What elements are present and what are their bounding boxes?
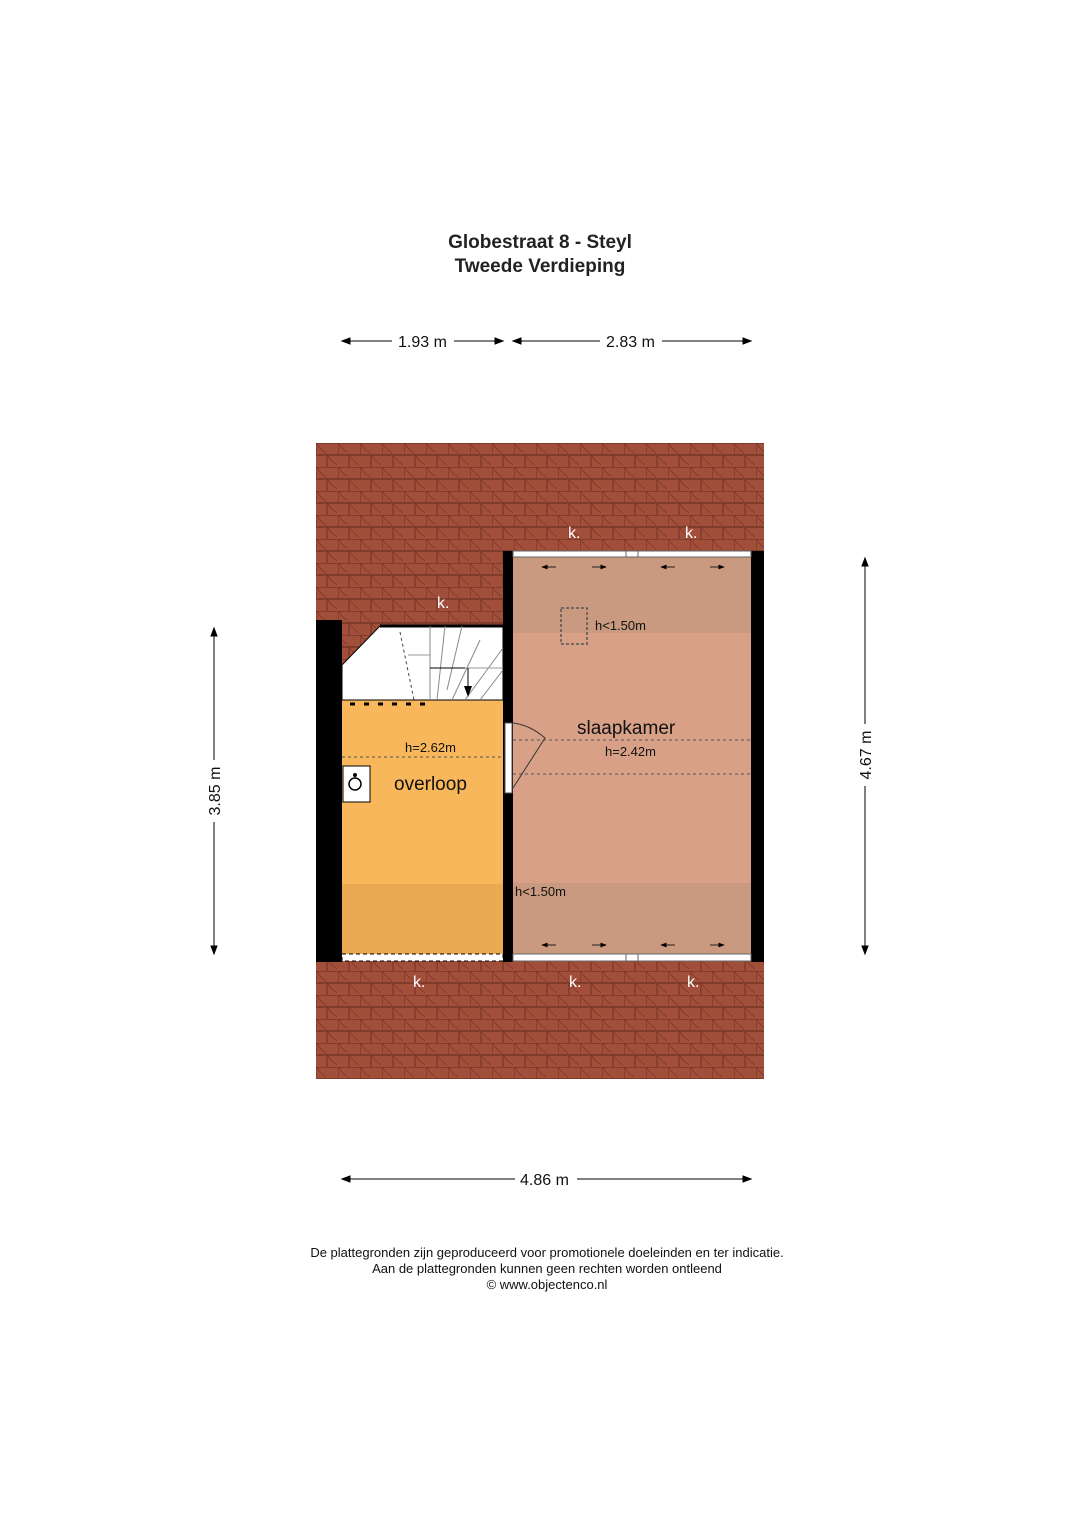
disclaimer-line-1: De plattegronden zijn geproduceerd voor promotionele doeleinden en ter indicatie. xyxy=(310,1245,784,1260)
knee-wall-bottom xyxy=(342,954,751,961)
dimension-right: 4.67 m xyxy=(858,730,875,780)
knee-wall-top xyxy=(513,551,751,557)
knee-label: k. xyxy=(685,525,698,542)
floor-name: Tweede Verdieping xyxy=(454,256,626,277)
knee-label: k. xyxy=(569,974,582,991)
low-height-note-top: h<1.50m xyxy=(595,618,646,633)
plan-title: Globestraat 8 - Steyl xyxy=(448,232,632,253)
room-name-slaapkamer: slaapkamer xyxy=(577,718,676,739)
low-height-note-bottom: h<1.50m xyxy=(515,884,566,899)
dimension-left: 3.85 m xyxy=(207,766,224,816)
copyright-link[interactable]: © www.objectenco.nl xyxy=(486,1277,608,1292)
knee-label: k. xyxy=(687,974,700,991)
knee-label: k. xyxy=(437,595,450,612)
dimension-bottom: 4.86 m xyxy=(520,1172,569,1189)
sink-icon xyxy=(343,766,370,802)
wall-left xyxy=(316,620,342,962)
room-name-overloop: overloop xyxy=(394,774,467,795)
room-height-slaapkamer: h=2.42m xyxy=(605,744,656,759)
dimension-top-right: 2.83 m xyxy=(606,334,655,351)
wall-right xyxy=(751,551,764,962)
dimension-top-left: 1.93 m xyxy=(398,334,447,351)
disclaimer-line-2: Aan de plattegronden kunnen geen rechten worden ontleend xyxy=(372,1261,722,1276)
knee-label: k. xyxy=(413,974,426,991)
knee-label: k. xyxy=(568,525,581,542)
overloop-low-area xyxy=(342,884,503,954)
room-height-overloop: h=2.62m xyxy=(405,740,456,755)
